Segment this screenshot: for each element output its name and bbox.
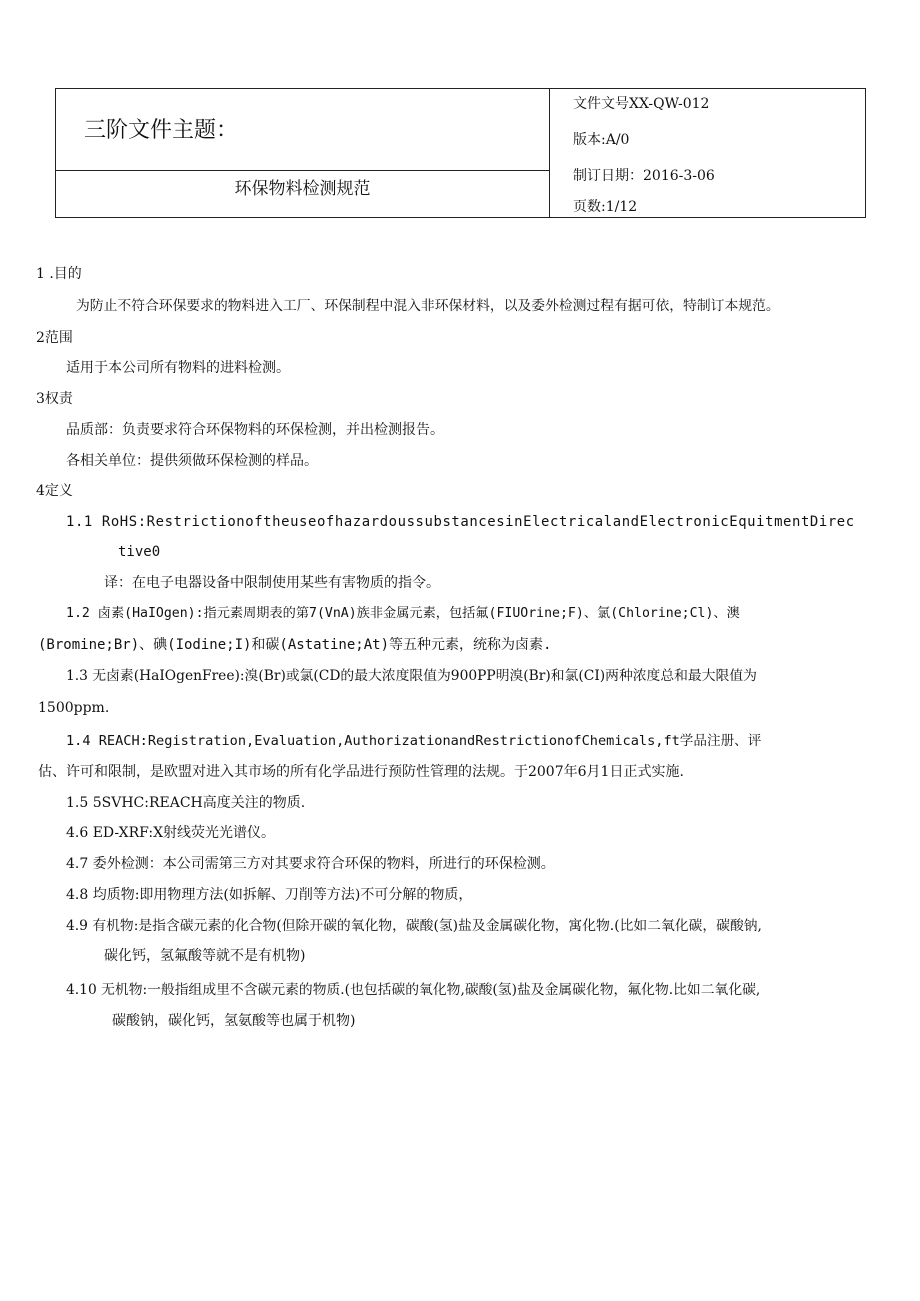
section-3-line-1: 品质部：负责要求符合环保物料的环保检测，并出检测报告。 [66,422,444,438]
document-subject: 环保物料检测规范 [234,179,371,199]
definition-1-1-line-1: 1.1 RoHS:RestrictionoftheuseofhazardoussubstancesinElectricalandElectronicEquitmentDirec [66,514,855,530]
definition-4-8: 4.8 均质物:即用物理方法(如拆解、刀削等方法)不可分解的物质， [66,887,473,903]
header-left-cell [56,89,550,217]
header-divider [56,170,549,171]
definition-1-2-line-2: (Bromine;Br)、碘(Iodine;I)和碳(Astatine;At)等五种元素，统称为卤素. [38,637,552,653]
document-date: 制订日期：2016-3-06 [573,168,715,184]
section-1-text: 为防止不符合环保要求的物料进入工厂、环保制程中混入非环保材料，以及委外检测过程有据可依，特制订本规范。 [76,298,780,314]
definition-1-3-line-1: 1.3 无卤素(HaIOgenFree):溴(Br)或氯(CD的最大浓度限值为900PP明溴(Br)和氯(CI)两种浓度总和最大限值为 [66,668,757,684]
definition-1-1-translation: 译：在电子电器设备中限制使用某些有害物质的指令。 [104,575,440,591]
section-3-line-2: 各相关单位：提供须做环保检测的样品。 [66,453,318,469]
document-pages: 页数:1/12 [573,199,638,215]
definition-4-9-line-2: 碳化钙，氢氟酸等就不是有机物) [104,948,306,964]
definition-4-10-line-1: 4.10 无机物:一般指组成里不含碳元素的物质.(也包括碳的氧化物,碳酸(氢)盐及金属碳化物，氟化物.比如二氧化碳, [66,982,761,998]
section-2-heading: 2范围 [36,330,73,346]
document-header-table [55,88,866,218]
definition-1-1-line-2: tive0 [118,544,161,560]
definition-4-6: 4.6 ED-XRF:X射线荧光光谱仪。 [66,825,276,841]
definition-1-4-line-1: 1.4 REACH:Registration,Evaluation,AuthorizationandRestrictionofChemicals,ft学品注册、评 [66,733,762,749]
section-4-heading: 4定义 [36,483,73,499]
definition-4-10-line-2: 碳酸钠，碳化钙，氢氨酸等也属于机物) [112,1013,356,1029]
document-tier-title: 三阶文件主题： [84,118,239,143]
document-version: 版本:A/0 [573,132,630,148]
section-3-heading: 3权责 [36,391,73,407]
definition-1-5: 1.5 5SVHC:REACH高度关注的物质. [66,795,306,811]
definition-4-9-line-1: 4.9 有机物:是指含碳元素的化合物(但除开碳的氧化物，碳酸(氢)盐及金属碳化物，寓化物.(比如二氧化碳，碳酸钠, [66,918,762,934]
definition-1-3-line-2: 1500ppm. [38,700,110,716]
document-number: 文件文号XX-QW-012 [573,96,710,112]
section-1-heading: 1 .目的 [36,266,82,282]
section-2-text: 适用于本公司所有物料的进料检测。 [66,360,290,376]
definition-1-2-line-1: 1.2 卤素(HaIOgen):指元素周期表的第7(VnA)族非金属元素，包括氟(FIUOrine;F)、氯(Chlorine;Cl)、澳 [66,606,740,621]
definition-1-4-line-2: 估、许可和限制，是欧盟对进入其市场的所有化学品进行预防性管理的法规。于2007年6月1日正式实施. [38,764,684,780]
definition-4-7: 4.7 委外检测：本公司需第三方对其要求符合环保的物料，所进行的环保检测。 [66,856,555,872]
